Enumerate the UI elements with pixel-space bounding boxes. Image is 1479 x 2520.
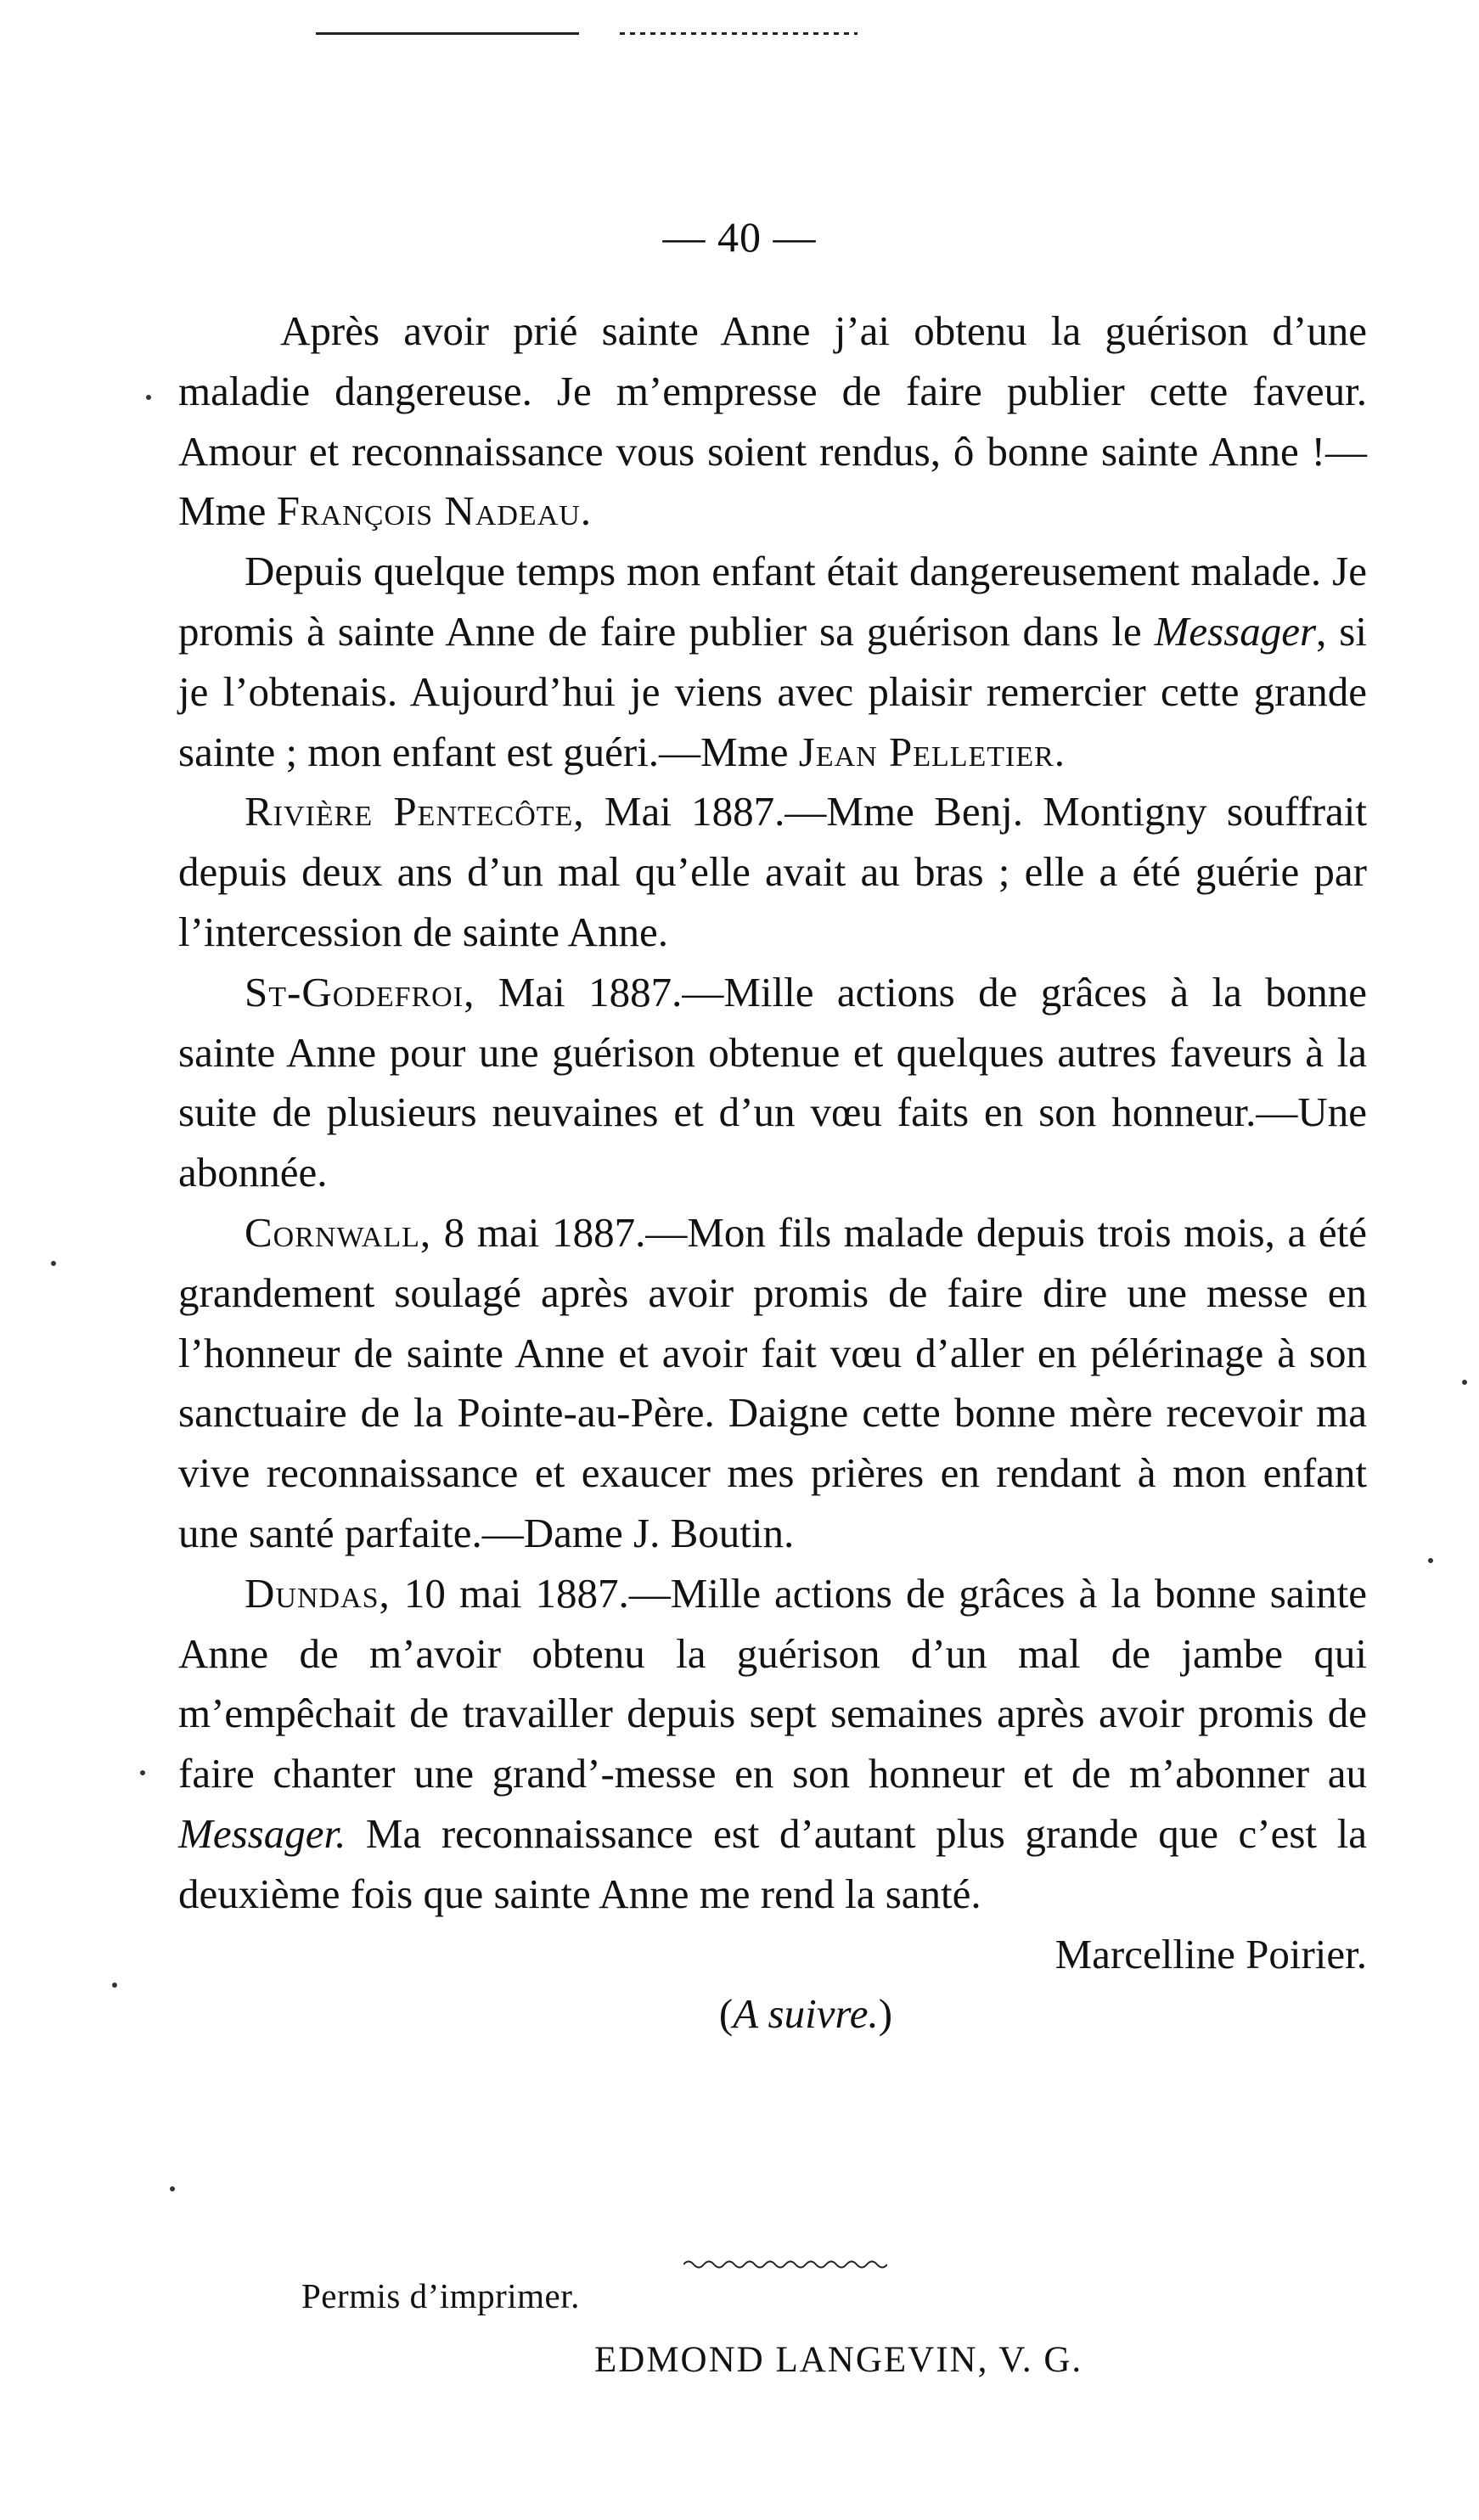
page-number: — 40 — — [662, 213, 817, 261]
print-speck — [112, 1983, 117, 1988]
entry-st-godefroi — [178, 963, 1367, 1203]
print-speck — [1428, 1558, 1433, 1563]
entry-text: Depuis quelque temps mon enfant était dangereusement malade. Je promis à sainte Anne de faire publier sa guérison dans le — [178, 548, 1367, 655]
entry-nadeau — [178, 301, 1367, 542]
entry-signature: François Nadeau. — [276, 487, 593, 535]
to-be-continued — [178, 1984, 1367, 2045]
entry-place: Cornwall, — [245, 1208, 432, 1256]
entry-pelletier — [178, 542, 1367, 782]
entry-text: Mai 1887.—Mme Benj. Montigny souffrait depuis deux ans d’un mal qu’elle avait au bras ; elle a été guérie par l’intercession de sainte Anne. — [178, 788, 1367, 955]
messager-title: Messager. — [178, 1809, 346, 1857]
entry-text: Mai 1887.—Mille actions de grâces à la bonne sainte Anne pour une guérison obtenue et quelques autres faveurs à la suite de plusieurs neuvaines et d’un vœu faits en son honneur.—Une abonnée. — [178, 968, 1367, 1196]
print-speck — [146, 395, 151, 400]
print-speck — [170, 2186, 175, 2191]
entry-text-continued: , si je l’obtenais. Aujourd’hui je viens avec plaisir remercier cette grande sainte ; mon enfant est guéri.—Mme — [178, 607, 1367, 775]
to-be-continued-label: A suivre. — [733, 1990, 879, 2038]
entry-signature: Jean Pelletier. — [798, 728, 1066, 775]
messager-title: Messager — [1154, 607, 1317, 655]
wavy-divider — [683, 2258, 887, 2270]
entry-place: Dundas, — [245, 1569, 391, 1617]
entry-text: 8 mai 1887.—Mon fils malade depuis trois mois, a été grandement soulagé après avoir promis de faire dire une messe en l’honneur de sainte Anne et avoir fait vœu d’aller en pélérinage à son sanctuaire de la Pointe-au-Père. Daigne cette bonne mère recevoir ma vive reconnaissance et exaucer mes prières en rendant à mon enfant une santé parfaite.—Dame J. Boutin. — [178, 1208, 1367, 1556]
entry-dundas — [178, 1564, 1367, 1925]
entry-text-continued: Ma reconnaissance est d’autant plus grande que c’est la deuxième fois que sainte Anne me rend la santé. — [178, 1809, 1367, 1917]
print-speck — [1462, 1380, 1467, 1385]
entry-place: St-Godefroi, — [245, 968, 475, 1015]
paren-close: ) — [878, 1990, 893, 2038]
page-body — [178, 301, 1367, 2045]
paren-open: ( — [718, 1990, 734, 2038]
print-speck — [140, 1770, 145, 1775]
entry-place: Rivière Pentecôte, — [245, 788, 585, 835]
entry-signature-poirier: Marcelline Poirier. — [1054, 1930, 1367, 1977]
top-rule-left — [316, 32, 579, 35]
top-rule-right — [620, 32, 858, 35]
entry-text: 10 mai 1887.—Mille actions de grâces à la bonne sainte Anne de m’avoir obtenu la guérison d’un mal de jambe qui m’empêchait de travailler depuis sept semaines après avoir promis de faire chanter une grand’-messe en son honneur et de m’abonner au — [178, 1569, 1367, 1797]
approver-signature: EDMOND LANGEVIN, V. G. — [594, 2340, 1083, 2380]
entry-riviere-pentecote — [178, 782, 1367, 962]
entry-cornwall — [178, 1203, 1367, 1564]
print-speck — [51, 1261, 56, 1266]
entry-text: Après avoir prié sainte Anne j’ai obtenu la guérison d’une maladie dangereuse. Je m’empresse de faire publier cette faveur. Amour et reconnaissance vous soient rendus, ô bonne sainte Anne !—Mme — [178, 307, 1367, 535]
imprimatur: Permis d’imprimer. — [301, 2276, 580, 2315]
